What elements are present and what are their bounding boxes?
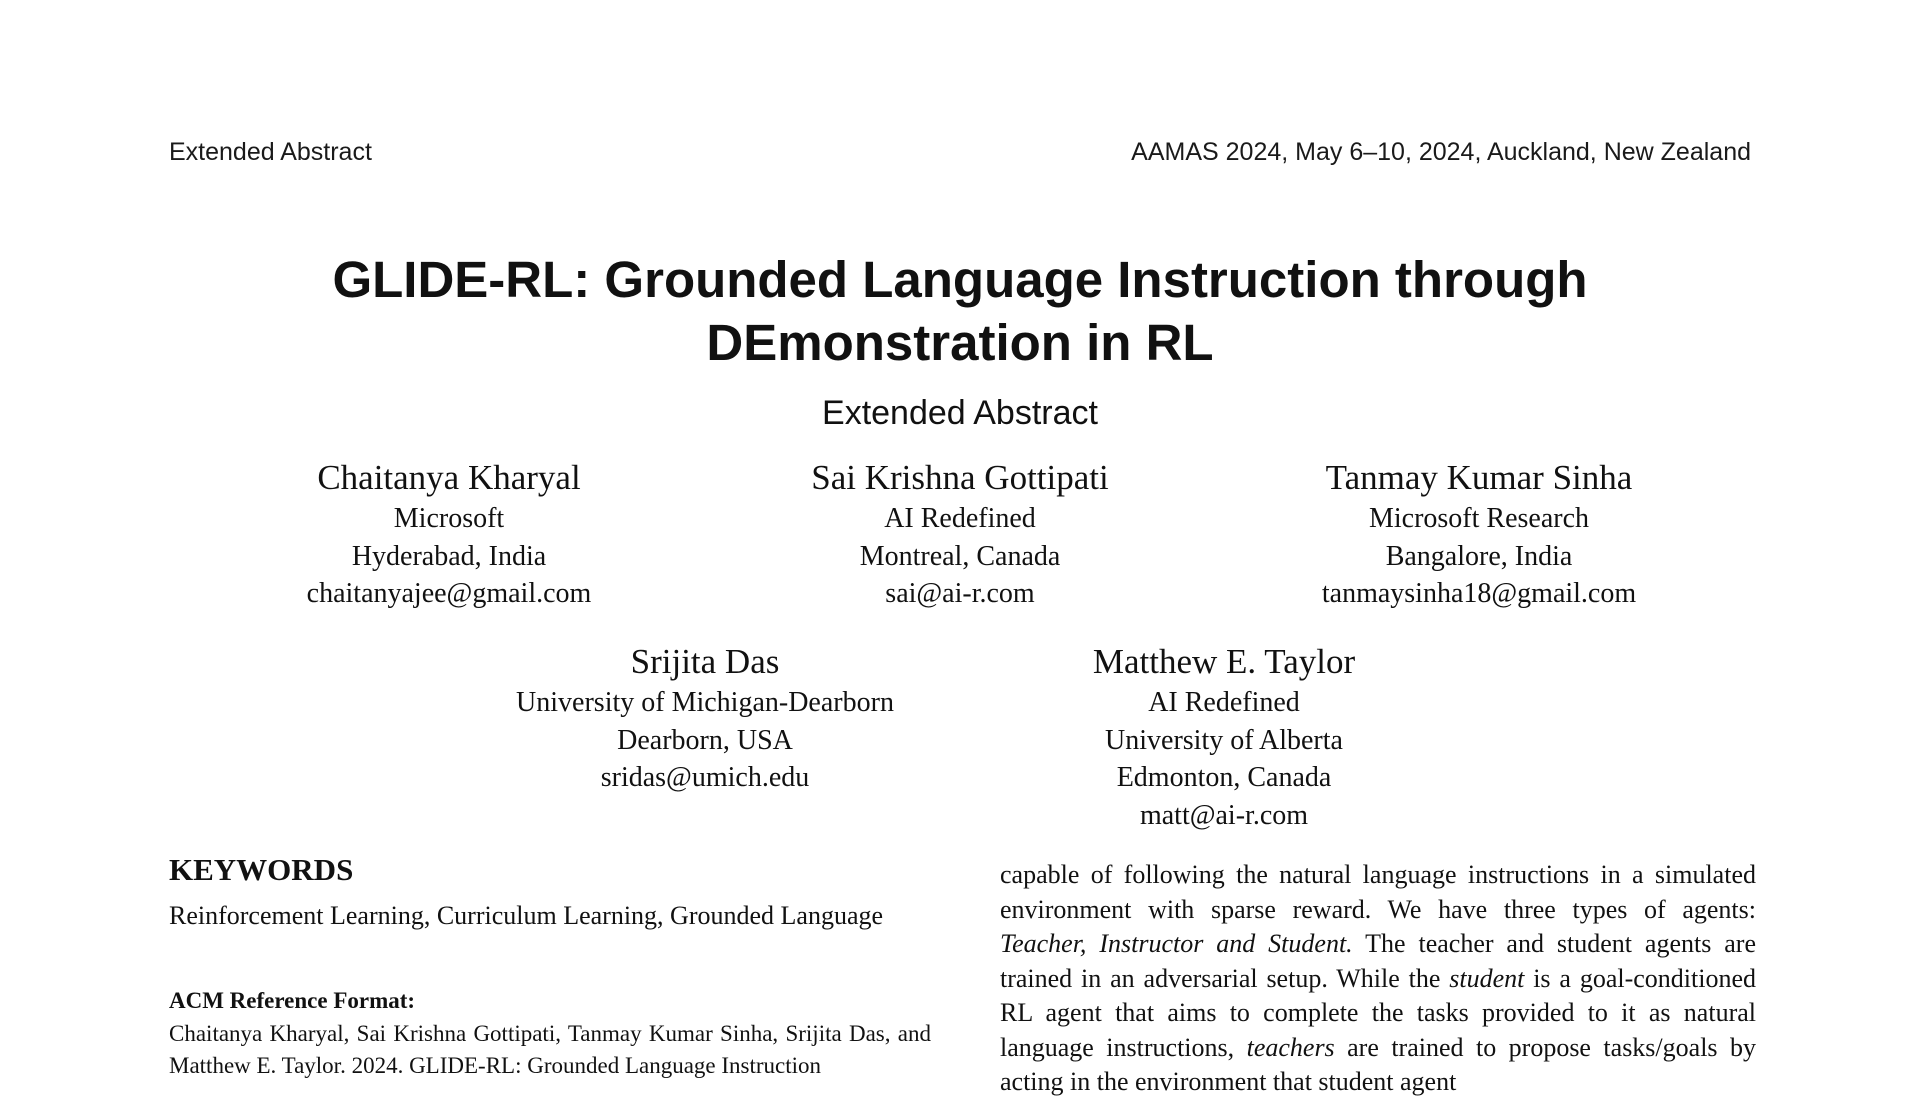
author-block — [944, 640, 1504, 834]
author-location: Montreal, Canada — [859, 540, 1061, 572]
paper-title — [0, 248, 1920, 374]
acm-reference-text: Chaitanya Kharyal, Sai Krishna Gottipati, Tanmay Kumar Sinha, Srijita Das, and Matthew E. Taylor. 2024. GLIDE-RL: Grounded Language Instruction — [169, 1021, 931, 1078]
body-text: are trained to propose tasks/goals by acting in the environment that student agent — [1000, 1032, 1756, 1096]
title-line-1: GLIDE-RL: Grounded Language Instruction through — [332, 251, 1588, 308]
acm-reference-heading: ACM Reference Format: — [169, 988, 416, 1013]
author-name: Matthew E. Taylor — [1092, 642, 1356, 681]
body-emphasis: teachers — [1246, 1032, 1335, 1062]
author-block — [680, 456, 1240, 613]
author-block — [1199, 456, 1759, 613]
author-email: sridas@umich.edu — [600, 762, 810, 793]
header-left: Extended Abstract — [169, 138, 372, 166]
body-text: capable of following the natural language instructions in a simulated environment with sparse reward. We have three types of agents: — [1000, 860, 1756, 924]
abstract-body-paragraph — [1000, 858, 1756, 1100]
body-text: is a goal-conditioned RL agent that aims to complete the tasks provided to it as natural language instructions, — [1000, 963, 1756, 1062]
author-email: tanmaysinha18@gmail.com — [1321, 578, 1637, 609]
body-emphasis: student — [1449, 963, 1525, 993]
title-line-2: DEmonstration in RL — [706, 314, 1214, 371]
header-right: AAMAS 2024, May 6–10, 2024, Auckland, New Zealand — [1131, 138, 1751, 166]
author-location: Bangalore, India — [1385, 540, 1573, 572]
author-email: matt@ai-r.com — [1139, 799, 1309, 831]
body-emphasis: Teacher, Instructor and Student. — [1000, 929, 1353, 958]
keywords-heading: KEYWORDS — [169, 852, 354, 887]
author-location: Edmonton, Canada — [1116, 762, 1332, 793]
body-text: The teacher and student agents are trained in an adversarial setup. While the — [1000, 929, 1756, 993]
author-email: sai@ai-r.com — [885, 578, 1035, 609]
author-affiliation: University of Michigan-Dearborn — [516, 687, 894, 718]
author-block — [169, 456, 729, 613]
author-affiliation: AI Redefined — [884, 503, 1036, 534]
author-name: Tanmay Kumar Sinha — [1325, 458, 1633, 497]
author-name: Chaitanya Kharyal — [317, 458, 581, 497]
running-header — [169, 138, 1751, 172]
author-affiliation: AI Redefined — [1148, 687, 1300, 718]
author-location: Hyderabad, India — [351, 540, 547, 572]
author-name: Srijita Das — [630, 642, 780, 681]
paper-subtitle: Extended Abstract — [822, 394, 1098, 432]
author-name: Sai Krishna Gottipati — [811, 458, 1109, 497]
author-affiliation: Microsoft — [393, 503, 505, 534]
author-block — [425, 640, 985, 797]
author-affiliation: Microsoft Research — [1368, 503, 1590, 534]
author-email: chaitanyajee@gmail.com — [306, 578, 592, 609]
author-location: Dearborn, USA — [617, 724, 793, 756]
author-affiliation-2: University of Alberta — [1105, 724, 1343, 756]
keywords-text: Reinforcement Learning, Curriculum Learning, Grounded Language — [169, 901, 884, 930]
